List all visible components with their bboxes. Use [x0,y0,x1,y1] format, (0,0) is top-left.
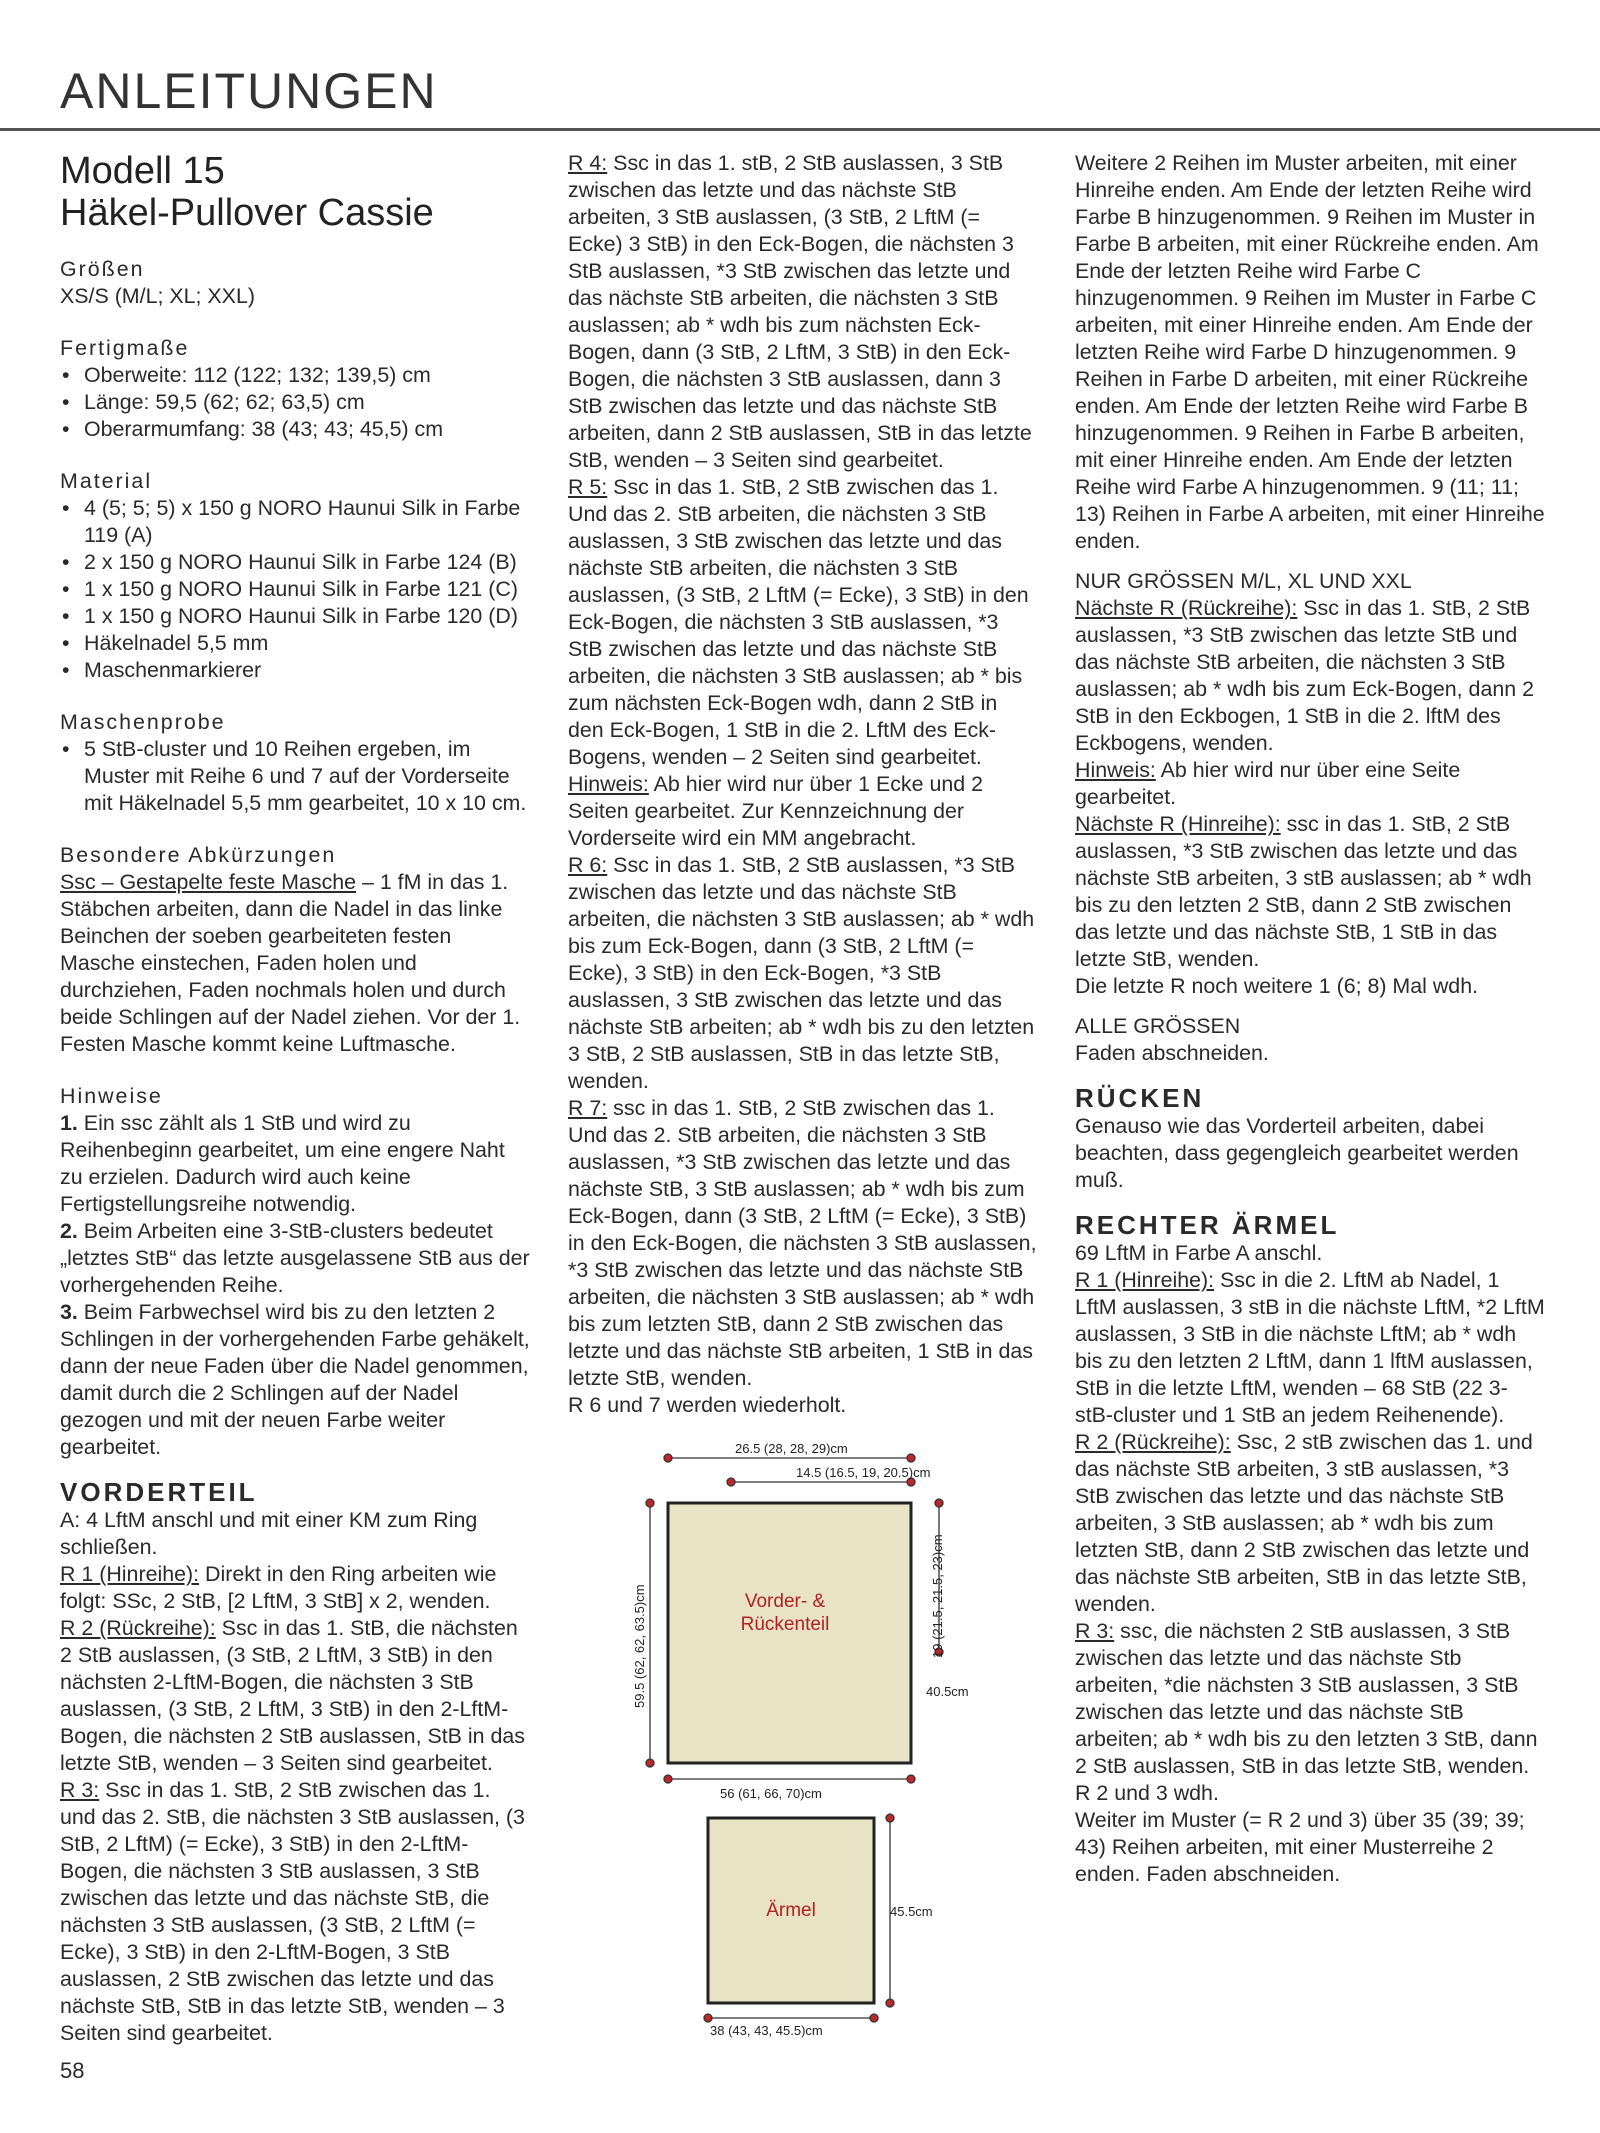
vorderteil-intro: A: 4 LftM anschl und mit einer KM zum Ring schließen. [60,1508,478,1559]
row-instruction [1075,1618,1545,1780]
pattern-title [60,150,530,234]
row-instruction [1075,1267,1545,1429]
row-text: Ssc in das 1. StB, 2 StB auslassen, *3 StB zwischen das letzte StB und das nächste StB arbeiten, die nächsten 3 StB auslassen; ab * wdh bis zum Eck-Bogen, dann 2 StB in den Eckbogen, 1 StB in die 2. lftM des Eckbogens, wenden. [1075,596,1534,755]
heading-vorderteil: VORDERTEIL [60,1477,258,1507]
material-list [60,495,530,684]
front-height-label: 59.5 (62, 62, 63.5)cm [632,1584,647,1708]
row-instruction [568,150,1038,474]
heading-nur-groessen: NUR GRÖSSEN M/L, XL UND XXL [1075,569,1412,593]
list-item: • 1 x 150 g NORO Haunui Silk in Farbe 120 (D) [60,603,530,630]
row-label: R 1 (Hinreihe): [1075,1268,1215,1292]
row-label: R 5: [568,475,608,499]
column-3 [1075,150,1545,1888]
front-bottom-label: 56 (61, 66, 70)cm [720,1786,822,1801]
hinweis-item [60,1110,530,1218]
row-label: R 6: [568,853,608,877]
abkuerzung-desc: – 1 fM in das 1. Stäbchen arbeiten, dann die Nadel in das linke Beinchen der soeben gearbeiteten festen Masche einstechen, Faden holen und durchziehen, Faden nochmals holen und durch beide Schlingen auf der Nadel ziehen. Vor der 1. Festen Masche kommt keine Luftmasche. [60,870,521,1056]
note-label: Hinweis: [568,772,649,796]
heading-abkuerzungen: Besondere Abkürzungen [60,843,337,867]
repeat-note: R 2 und 3 wdh. [1075,1781,1219,1805]
row-text: Ssc in die 2. LftM ab Nadel, 1 LftM auslassen, 3 stB in die nächste LftM, *2 LftM auslassen, 3 StB in die nächste LftM; ab * wdh bis zu den letzten 2 LftM, dann 1 lftM auslassen, StB in die letzte LftM, wenden – 68 StB (22 3-stB-cluster und 1 StB an jedem Reihenende). [1075,1268,1545,1427]
list-item: • Maschenmarkierer [60,657,530,684]
row-label: Nächste R (Rückreihe): [1075,596,1298,620]
heading-rechter-aermel: RECHTER ÄRMEL [1075,1210,1340,1240]
row-instruction [568,474,1038,771]
repeat-note: Die letzte R noch weitere 1 (6; 8) Mal wdh. [1075,974,1479,998]
front-panel-label-2: Rückenteil [740,1614,830,1635]
row-instruction [568,1095,1038,1392]
list-item: • 2 x 150 g NORO Haunui Silk in Farbe 124 (B) [60,549,530,576]
hinweis-note [568,771,1038,852]
note-text: Ab hier wird nur über 1 Ecke und 2 Seiten gearbeitet. Zur Kennzeichnung der Vorderseite wird ein MM angebracht. [568,772,983,850]
row-label: R 2 (Rückreihe): [60,1616,216,1640]
row-instruction [1075,595,1545,757]
alle-text: Faden abschneiden. [1075,1041,1269,1065]
row-instruction [60,1777,530,2047]
hinweis-number: 1. [60,1111,78,1135]
row-label: R 3: [60,1778,100,1802]
heading-ruecken: RÜCKEN [1075,1083,1205,1113]
list-item: • 5 StB-cluster und 10 Reihen ergeben, im Muster mit Reihe 6 und 7 auf der Vorderseite mit Häkelnadel 5,5 mm gearbeitet, 10 x 10 cm. [60,736,530,817]
hinweis-item [60,1299,530,1461]
color-sequence-text: Weitere 2 Reihen im Muster arbeiten, mit einer Hinreihe enden. Am Ende der letzten Reihe wird Farbe B hinzugenommen. 9 Reihen im Muster in Farbe B arbeiten, mit einer Rückreihe enden. Am Ende der letzten Reihe wird Farbe C hinzugenommen. 9 Reihen im Muster in Farbe C arbeiten, mit einer Hinreihe enden. Am Ende der letzten Reihe wird Farbe D hinzugenommen. 9 Reihen in Farbe D arbeiten, mit einer Rückreihe enden. Am Ende der letzten Reihe wird Farbe B hinzugenommen. 9 Reihen in Farbe B arbeiten, mit einer Hinreihe enden. Am Ende der letzten Reihe wird Farbe A hinzugenommen. 9 (11; 11; 13) Reihen in Farbe A arbeiten, mit einer Hinreihe enden. [1075,151,1545,553]
sleeve-right-label: 45.5cm [890,1904,933,1919]
hinweis-note [1075,757,1545,811]
row-text: Ssc in das 1. StB, 2 StB zwischen das 1. Und das 2. StB arbeiten, die nächsten 3 StB auslassen, 3 StB zwischen das letzte und das nächste StB arbeiten, die nächsten 3 StB auslassen, (3 StB, 2 LftM (= Ecke), 3 StB) in den Eck-Bogen, die nächsten 3 StB auslassen, *3 StB zwischen das letzte und das nächste StB arbeiten, die nächsten 3 StB auslassen; ab * bis zum nächsten Eck-Bogen wdh, dann 2 StB in den Eck-Bogen, 1 StB in die 2. LftM des Eck-Bogens, wenden – 2 Seiten sind gearbeitet. [568,475,1029,769]
front-right-label: 19 (21.5, 21.5, 23)cm [930,1534,945,1658]
row-text: ssc in das 1. StB, 2 StB zwischen das 1. Und das 2. StB arbeiten, die nächsten 3 StB auslassen, *3 StB zwischen das letzte und das nächste StB, 3 StB auslassen; ab * wdh bis zum Eck-Bogen, dann (3 StB, 2 LftM (= Ecke), 3 StB) in den Eck-Bogen, die nächsten 3 StB auslassen, *3 StB zwischen das letzte und das nächste StB arbeiten, die nächsten 3 StB auslassen; ab * wdh bis zum letzten StB, dann 2 StB zwischen das letzte und das nächste StB arbeiten, 1 StB in das letzte StB, wenden. [568,1096,1037,1390]
hinweis-number: 2. [60,1219,78,1243]
title-model: Modell 15 [60,150,225,192]
hinweis-text: Beim Arbeiten eine 3-StB-clusters bedeutet „letztes StB“ das letzte ausgelassene StB aus der vorhergehenden Reihe. [60,1219,530,1297]
row-instruction [60,1615,530,1777]
list-item: • Oberweite: 112 (122; 132; 139,5) cm [60,362,530,389]
schematic-diagram [600,1430,1020,2040]
row-text: Ssc, 2 stB zwischen das 1. und das nächste StB arbeiten, 3 stB auslassen, *3 StB zwischen das letzte und das nächste StB arbeiten, 3 StB auslassen; ab * wdh bis zum letzten StB, dann 2 StB zwischen das letzte und das nächste StB arbeiten, StB in das letzte StB, wenden. [1075,1430,1533,1616]
list-item: • Häkelnadel 5,5 mm [60,630,530,657]
aermel-intro: 69 LftM in Farbe A anschl. [1075,1241,1323,1265]
row-text: Ssc in das 1. StB, 2 StB zwischen das 1. und das 2. StB, die nächsten 3 StB auslassen, (3 StB, 2 LftM) (= Ecke), 3 StB) in den 2-LftM-Bogen, die nächsten 3 StB auslassen, 3 StB zwischen das letzte und das nächste StB, die nächsten 3 StB auslassen, (3 StB, 2 LftM (= Ecke), 3 StB) in den 2-LftM-Bogen, 3 StB auslassen, 2 StB zwischen das letzte und das nächste StB, StB in das letzte StB, wenden – 3 Seiten sind gearbeitet. [60,1778,525,2045]
front-panel-label-1: Vorder- & [744,1591,826,1612]
sleeve-panel-label: Ärmel [766,1900,816,1921]
column-1 [60,150,530,2047]
row-instruction [568,852,1038,1095]
row-text: Ssc in das 1. stB, 2 StB auslassen, 3 StB zwischen das letzte und das nächste StB arbeiten, 3 StB auslassen, (3 StB, 2 LftM (= Ecke) 3 StB) in den Eck-Bogen, die nächsten 3 StB auslassen, *3 StB zwischen das letzte und das nächste StB arbeiten, die nächsten 3 StB auslassen; ab * wdh bis zum nächsten Eck-Bogen, dann (3 StB, 2 LftM, 3 StB) in den Eck-Bogen, die nächsten 3 StB auslassen, dann 3 StB zwischen das letzte und das nächste StB arbeiten, dann 2 StB auslassen, StB in das letzte StB, wenden – 3 Seiten sind gearbeitet. [568,151,1032,472]
list-item: • 1 x 150 g NORO Haunui Silk in Farbe 121 (C) [60,576,530,603]
abkuerzung-term: Ssc – Gestapelte feste Masche [60,870,357,894]
front-top-label: 26.5 (28, 28, 29)cm [735,1441,848,1456]
list-item: • Oberarmumfang: 38 (43; 43; 45,5) cm [60,416,530,443]
ruecken-text: Genauso wie das Vorderteil arbeiten, dabei beachten, dass gegengleich gearbeitet werden muß. [1075,1114,1519,1192]
row-label: R 1 (Hinreihe): [60,1562,200,1586]
section-header: ANLEITUNGEN [60,63,438,119]
heading-alle-groessen: ALLE GRÖSSEN [1075,1014,1241,1038]
row-label: R 7: [568,1096,608,1120]
heading-fertigmasse: Fertigmaße [60,336,190,360]
abkuerzung-text [60,869,530,1058]
row-instruction [60,1561,530,1615]
page-number: 58 [60,2058,85,2083]
heading-material: Material [60,469,153,493]
title-name: Häkel-Pullover Cassie [60,192,434,234]
masse-list [60,362,530,443]
row-label: R 4: [568,151,608,175]
repeat-note: R 6 und 7 werden wiederholt. [568,1393,847,1417]
note-label: Hinweis: [1075,758,1156,782]
row-label: R 2 (Rückreihe): [1075,1430,1231,1454]
row-label: R 3: [1075,1619,1115,1643]
list-item: • 4 (5; 5; 5) x 150 g NORO Haunui Silk in Farbe 119 (A) [60,495,530,549]
hinweis-text: Ein ssc zählt als 1 StB und wird zu Reihenbeginn gearbeitet, um eine engere Naht zu erzielen. Dadurch wird auch keine Fertigstellungsreihe notwendig. [60,1111,505,1216]
sleeve-bottom-label: 38 (43, 43, 45.5)cm [710,2023,823,2038]
hinweis-item [60,1218,530,1299]
row-instruction [1075,1429,1545,1618]
groessen-text: XS/S (M/L; XL; XXL) [60,284,255,308]
hinweis-text: Beim Farbwechsel wird bis zu den letzten 2 Schlingen in der vorhergehenden Farbe gehäkelt, dann der neue Faden über die Nadel genommen, damit durch die 2 Schlingen auf der Nadel gezogen und mit der neuen Farbe weiter gearbeitet. [60,1300,530,1459]
column-2 [568,150,1038,1419]
row-text: Direkt in den Ring arbeiten wie folgt: SSc, 2 StB, [2 LftM, 3 StB] x 2, wenden. [60,1562,497,1613]
heading-groessen: Größen [60,257,145,281]
front-right2-label: 40.5cm [926,1684,969,1699]
row-text: Ssc in das 1. StB, 2 StB auslassen, *3 StB zwischen das letzte und das nächste StB arbeiten, die nächsten 3 StB auslassen; ab * wdh bis zum Eck-Bogen, dann (3 StB, 2 LftM (= Ecke), 3 StB) in den Eck-Bogen, *3 StB auslassen, 3 StB zwischen das letzte und das nächste StB arbeiten; ab * wdh bis zu den letzten 3 StB, 2 StB auslassen, StB in das letzte StB, wenden. [568,853,1035,1093]
header-rule [0,128,1600,131]
probe-list [60,736,530,817]
weiter-text: Weiter im Muster (= R 2 und 3) über 35 (39; 39; 43) Reihen arbeiten, mit einer Musterreihe 2 enden. Faden abschneiden. [1075,1808,1525,1886]
row-instruction [1075,811,1545,973]
heading-maschenprobe: Maschenprobe [60,710,226,734]
front-top2-label: 14.5 (16.5, 19, 20.5)cm [796,1465,931,1480]
row-text: ssc, die nächsten 2 StB auslassen, 3 StB zwischen das letzte und das nächste Stb arbeiten, *die nächsten 3 StB auslassen, 3 StB zwischen das letzte und das nächste StB arbeiten; ab * wdh bis zu den letzten 3 StB, dann 2 StB auslassen, StB in das letzte StB, wenden. [1075,1619,1538,1778]
heading-hinweise: Hinweise [60,1084,163,1108]
hinweis-number: 3. [60,1300,78,1324]
row-text: Ssc in das 1. StB, die nächsten 2 StB auslassen, (3 StB, 2 LftM, 3 StB) in den nächsten 2-LftM-Bogen, die nächsten 3 StB auslassen, (3 StB, 2 LftM, 3 StB) in den 2-LftM-Bogen, die nächsten 2 StB auslassen, StB in das letzte StB, wenden – 3 Seiten sind gearbeitet. [60,1616,525,1775]
row-text: ssc in das 1. StB, 2 StB auslassen, *3 StB zwischen das letzte und das nächste StB arbeiten, 3 stB auslassen; ab * wdh bis zu den letzten 2 StB, dann 2 StB zwischen das letzte und das nächste StB, 1 StB in das letzte StB, wenden. [1075,812,1532,971]
list-item: • Länge: 59,5 (62; 62; 63,5) cm [60,389,530,416]
row-label: Nächste R (Hinreihe): [1075,812,1281,836]
note-text: Ab hier wird nur über eine Seite gearbeitet. [1075,758,1461,809]
